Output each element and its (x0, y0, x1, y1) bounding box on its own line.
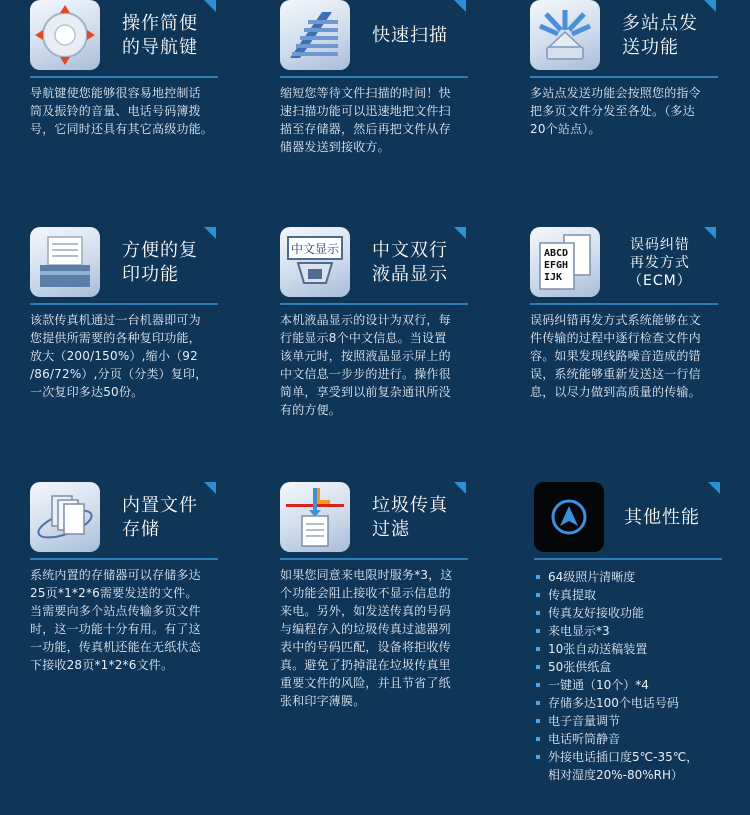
list-item: 电话听筒静音 (534, 730, 734, 748)
feature-title: 方便的复 印功能 (122, 240, 198, 285)
feature-description: 系统内置的存储器可以存储多达 25页*1*2*6需要发送的文件。 当需要向多个站点传输多页文件 时，这一功能十分有用。有了这 一功能，传真机还能在无纸状态 下接收28页*1*2*6文件。 (30, 568, 201, 672)
feature-description: 导航键使您能够很容易地控制话 筒及振铃的音量、电话号码簿拨 号，它同时还具有其它高级功能。 (30, 86, 214, 136)
list-item (534, 748, 734, 784)
corner-accent (704, 227, 716, 239)
feature-title: 误码纠错 再发方式 （ECM） (628, 237, 692, 289)
list-item-line: 外接电话插口度5℃-35℃， (548, 750, 699, 764)
multi-site-send-icon (530, 0, 600, 70)
list-item: 传真提取 (534, 586, 734, 604)
feature-title: 快速扫描 (372, 25, 448, 46)
feature-description: 缩短您等待文件扫描的时间！快 速扫描功能可以迅速地把文件扫 描至存储器，然后再把文件从存 储器发送到接收方。 (280, 86, 451, 154)
corner-accent (454, 482, 466, 494)
divider (280, 76, 468, 78)
feature-lcd-display (280, 227, 468, 417)
document-storage-icon (30, 482, 100, 552)
lcd-text: 中文显示 (290, 242, 340, 256)
divider (30, 558, 218, 560)
error-correction-icon (530, 227, 600, 297)
feature-copy (30, 227, 218, 399)
feature-document-storage (30, 482, 218, 672)
feature-title: 垃圾传真 过滤 (372, 495, 448, 540)
corner-accent (454, 0, 466, 12)
list-item: 存储多达100个电话号码 (534, 694, 734, 712)
feature-multi-site-send (530, 0, 718, 136)
feature-title: 操作简便 的导航键 (122, 13, 198, 58)
copy-icon (30, 227, 100, 297)
list-item: 10张自动送稿装置 (534, 640, 734, 658)
other-features-list (534, 568, 734, 784)
feature-other (534, 482, 722, 782)
list-item: 50张供纸盒 (534, 658, 734, 676)
feature-fast-scan (280, 0, 468, 154)
corner-accent (704, 0, 716, 12)
ecm-text-line: IJK (544, 272, 563, 283)
corner-accent (204, 0, 216, 12)
feature-title: 其他性能 (624, 507, 700, 528)
lcd-display-icon (280, 227, 350, 297)
divider (30, 303, 218, 305)
corner-accent (454, 227, 466, 239)
divider (280, 558, 468, 560)
corner-accent (204, 482, 216, 494)
list-item: 来电显示*3 (534, 622, 734, 640)
feature-title: 内置文件 存储 (122, 495, 198, 540)
other-features-icon (534, 482, 604, 552)
ecm-text-line: ABCD (544, 248, 569, 259)
navigation-key-icon (30, 0, 100, 70)
feature-description: 本机液晶显示的设计为双行，每 行能显示8个中文信息。当设置 该单元时，按照液晶显示屏上的 中文信息一步步的进行。操作很 简单，享受到以前复杂通讯所没 有的方便。 (280, 313, 451, 417)
feature-title: 中文双行 液晶显示 (372, 240, 448, 285)
feature-description: 该款传真机通过一台机器即可为 您提供所需要的各种复印功能， 放大（200/150%）,缩小（92 /86/72%）,分页（分类）复印， 一次复印多达50份。 (30, 313, 208, 399)
fast-scan-icon (280, 0, 350, 70)
divider (530, 303, 718, 305)
list-item-line: 相对湿度20%-80%RH） (548, 768, 684, 782)
divider (530, 76, 718, 78)
ecm-text-line: EFGH (544, 260, 569, 271)
junk-fax-filter-icon (280, 482, 350, 552)
divider (30, 76, 218, 78)
divider (534, 558, 722, 560)
feature-junk-fax-filter (280, 482, 468, 708)
feature-navigation-key (30, 0, 218, 136)
feature-description: 如果您同意来电限时服务*3，这 个功能会阻止接收不显示信息的 来电。另外，如发送传真的号码 与编程存入的垃圾传真过滤器列 表中的号码匹配，设备将拒收传 真。避免了扔掉混在垃圾传真里 重要文件的风险，并且节省了纸 张和印字薄膜。 (280, 568, 453, 708)
feature-description: 误码纠错再发方式系统能够在文 件传输的过程中逐行检查文件内 容。如果发现线路噪音造成的错 误，系统能够重新发送这一行信 息，以尽力做到高质量的传输。 (530, 313, 701, 399)
feature-description: 多站点发送功能会按照您的指令 把多页文件分发至各处。（多达 20个站点）。 (530, 86, 701, 136)
list-item: 传真友好接收功能 (534, 604, 734, 622)
list-item: 一键通（10个）*4 (534, 676, 734, 694)
list-item: 电子音量调节 (534, 712, 734, 730)
divider (280, 303, 468, 305)
list-item: 64级照片清晰度 (534, 568, 734, 586)
corner-accent (708, 482, 720, 494)
corner-accent (204, 227, 216, 239)
feature-title: 多站点发 送功能 (622, 13, 698, 58)
feature-error-correction (530, 227, 718, 399)
